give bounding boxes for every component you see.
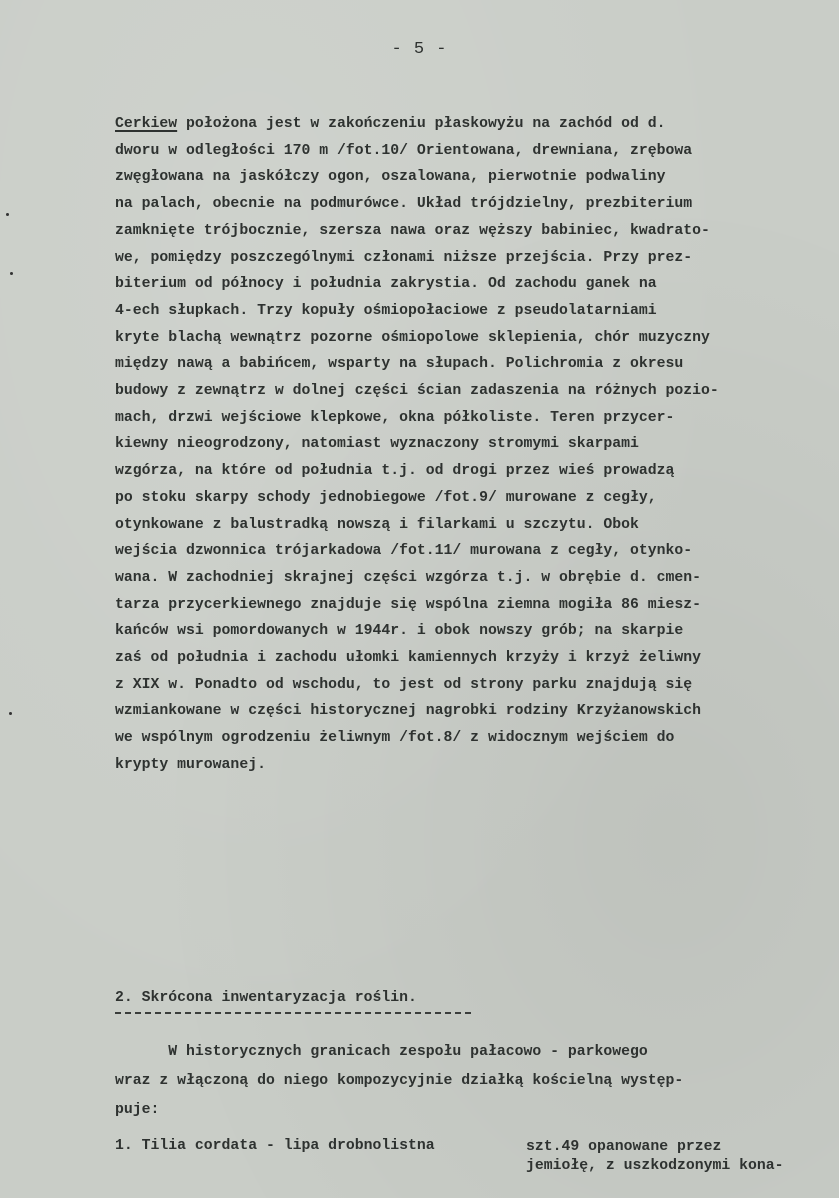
paragraph-line: po stoku skarpy schody jednobiegowe /fot.9/ murowane z cegły,	[115, 489, 657, 506]
paragraph-line: we wspólnym ogrodzeniu żeliwnym /fot.8/ z widocznym wejściem do	[115, 730, 675, 747]
paragraph-line: biterium od północy i południa zakrystia. Od zachodu ganek na	[115, 276, 657, 293]
lead-word-cerkiew: Cerkiew	[115, 116, 178, 132]
paragraph-line: W historycznych granicach zespołu pałacowo - parkowego	[115, 1044, 648, 1060]
paragraph-plant-inventory-intro	[115, 1038, 827, 1125]
paragraph-line: 4-ech słupkach. Trzy kopuły ośmiopołaciowe z pseudolatarniami	[115, 302, 657, 319]
paragraph-line: między nawą a babińcem, wsparty na słupach. Polichromia z okresu	[115, 356, 684, 373]
list-item-note	[526, 1138, 784, 1176]
paragraph-line: wzmiankowane w części historycznej nagrobki rodziny Krzyżanowskich	[115, 703, 702, 720]
paragraph-line: kańców wsi pomordowanych w 1944r. i obok nowszy grób; na skarpie	[115, 623, 684, 640]
paragraph-line: budowy z zewnątrz w dolnej części ścian zadaszenia na różnych pozio-	[115, 383, 719, 400]
paragraph-line: tarza przycerkiewnego znajduje się wspólna ziemna mogiła 86 miesz-	[115, 596, 702, 613]
paragraph-line: wzgórza, na które od południa t.j. od drogi przez wieś prowadzą	[115, 463, 675, 480]
paragraph-line: puje:	[115, 1102, 160, 1118]
paragraph-church-description	[115, 111, 827, 779]
margin-dot	[9, 712, 12, 715]
first-line-text: położona jest w zakończeniu płaskowyżu na zachód od d.	[177, 116, 666, 132]
page-number: - 5 -	[391, 40, 448, 59]
note-line: szt.49 opanowane przez	[526, 1139, 722, 1155]
paragraph-line: wejścia dzwonnica trójarkadowa /fot.11/ murowana z cegły, otynko-	[115, 543, 693, 560]
paragraph-line: zamknięte trójbocznie, szersza nawa oraz węższy babiniec, kwadrato-	[115, 222, 710, 239]
paragraph-line: kryte blachą wewnątrz pozorne ośmiopolowe sklepienia, chór muzyczny	[115, 329, 710, 346]
paragraph-line: zwęgłowana na jaskółczy ogon, oszalowana, pierwotnie podwaliny	[115, 169, 666, 186]
paragraph-line: dworu w odległości 170 m /fot.10/ Orientowana, drewniana, zrębowa	[115, 142, 693, 159]
paragraph-line: krypty murowanej.	[115, 756, 266, 773]
margin-dot	[10, 272, 13, 275]
list-item-tilia-cordata: 1. Tilia cordata - lipa drobnolistna	[115, 1138, 435, 1154]
paragraph-line: wraz z włączoną do niego kompozycyjnie działką kościelną występ-	[115, 1073, 684, 1089]
paragraph-line: z XIX w. Ponadto od wschodu, to jest od strony parku znajdują się	[115, 676, 693, 693]
margin-dot	[6, 213, 9, 216]
paragraph-line: mach, drzwi wejściowe klepkowe, okna półkoliste. Teren przycer-	[115, 409, 675, 426]
paragraph-line: we, pomiędzy poszczególnymi członami niższe przejścia. Przy prez-	[115, 249, 693, 266]
paragraph-line: zaś od południa i zachodu ułomki kamiennych krzyży i krzyż żeliwny	[115, 650, 702, 667]
section-heading: 2. Skrócona inwentaryzacja roślin.	[115, 990, 417, 1006]
paragraph-line: otynkowane z balustradką nowszą i filarkami u szczytu. Obok	[115, 516, 639, 533]
paragraph-line	[115, 111, 827, 138]
paragraph-line: kiewny nieogrodzony, natomiast wyznaczony stromymi skarpami	[115, 436, 639, 453]
paragraph-line: wana. W zachodniej skrajnej części wzgórza t.j. w obrębie d. cmen-	[115, 569, 702, 586]
heading-underline-rule	[115, 1012, 471, 1014]
note-line: jemiołę, z uszkodzonymi kona-	[526, 1158, 784, 1174]
paragraph-line: na palach, obecnie na podmurówce. Układ trójdzielny, prezbiterium	[115, 196, 693, 213]
